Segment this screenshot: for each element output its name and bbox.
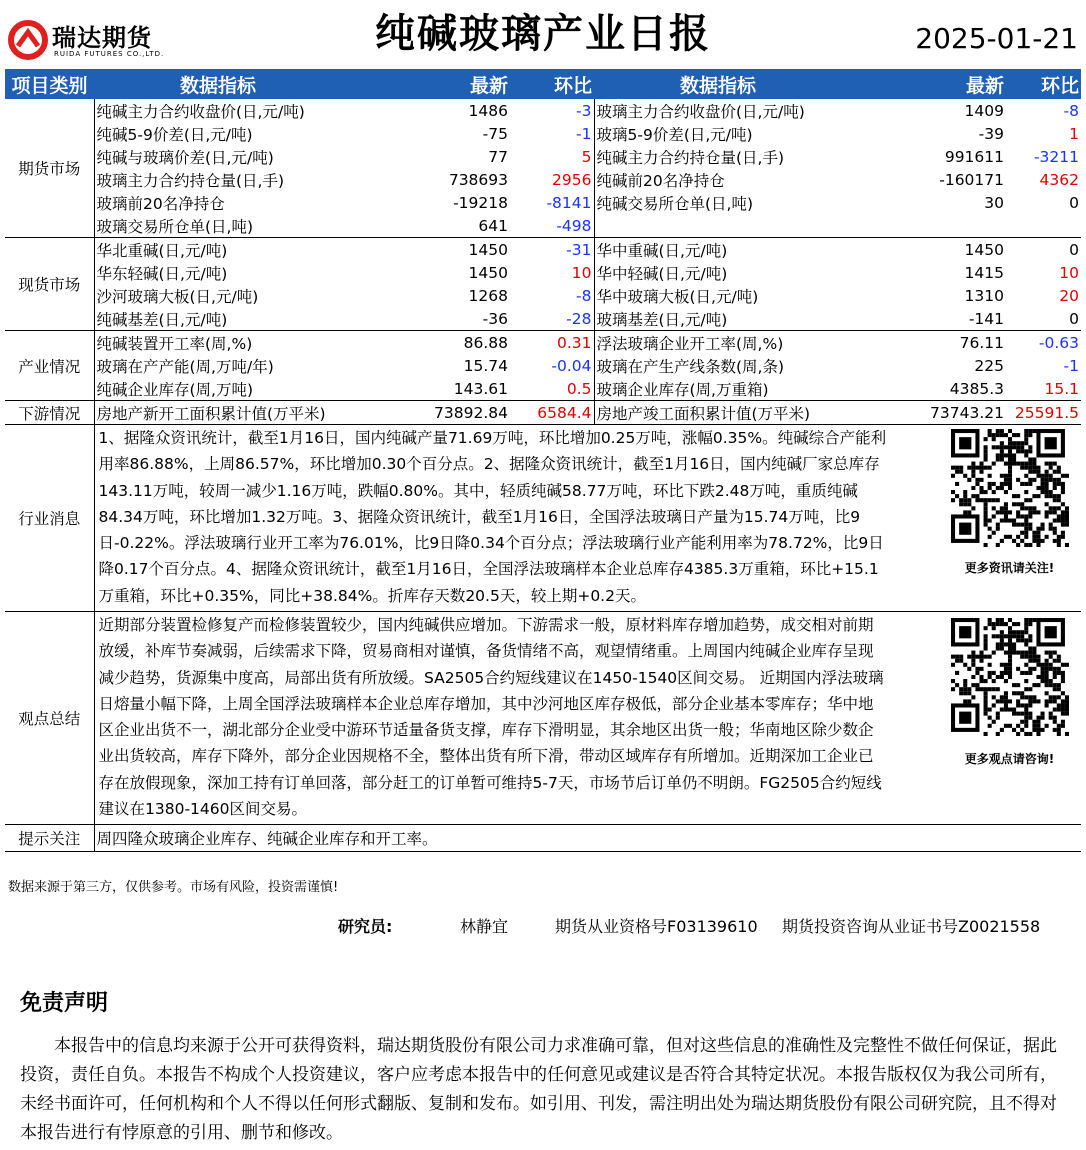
change-right (1006, 214, 1081, 238)
table-row (5, 168, 1081, 191)
table-row (5, 425, 1081, 612)
section-category: 提示关注 (5, 825, 94, 852)
table-row (5, 122, 1081, 145)
indicator-right: 华中玻璃大板(日,元/吨) (596, 287, 759, 306)
news-qr-code-icon (950, 429, 1070, 547)
change-right: 15.1 (1006, 377, 1081, 401)
header-change-left: 环比 (510, 69, 594, 99)
table-row (5, 354, 1081, 377)
researcher-advisory-license: 期货投资咨询从业证书号Z0021558 (782, 917, 1041, 936)
news-text: 1、据隆众资讯统计，截至1月16日，国内纯碱产量71.69万吨，环比增加0.25万吨，涨幅0.35%。纯碱综合产能利用率86.88%，上周86.57%，环比增加0.30个百分点。2、据隆众资讯统计，截至1月16日，国内纯碱厂家总库存143.11万吨，较周一减少1.16万吨，跌幅0.80%。其中，轻质纯碱58.77万吨，环比下跌2.48万吨，重质纯碱84.34万吨，环比增加1.32万吨。3、据隆众资讯统计，截至1月16日，全国浮法玻璃日产量为15.74万吨，比9日-0.22%。浮法玻璃行业开工率为76.01%，比9日降0.34个百分点；浮法玻璃行业产能利用率为78.72%，比9日降0.17个百分点。4、据隆众资讯统计，截至1月16日，全国浮法玻璃样本企业总库存4385.3万重箱，环比+15.1万重箱，环比+0.35%，同比+38.84%。折库存天数20.5天，较上期+0.2天。 (98, 429, 887, 605)
latest-left: -36 (342, 307, 510, 331)
indicator-right: 房地产竣工面积累计值(万平米) (594, 401, 842, 425)
change-left: 0.31 (510, 331, 594, 355)
table-row (5, 191, 1081, 214)
change-right: 0 (1069, 240, 1079, 259)
section-category: 观点总结 (5, 612, 94, 825)
view-qr-code-icon (950, 618, 1070, 736)
indicator-right: 华中轻碱(日,元/吨) (596, 264, 728, 283)
section-category: 下游情况 (5, 401, 94, 425)
latest-left: 1450 (468, 263, 508, 282)
latest-right: 4385.3 (842, 377, 1006, 401)
header-indicator-left: 数据指标 (94, 69, 342, 99)
report-date: 2025-01-21 (915, 22, 1078, 55)
change-left: 0.5 (510, 377, 594, 401)
indicator-left: 沙河玻璃大板(日,元/吨) (96, 287, 259, 306)
section-category: 期货市场 (5, 99, 94, 238)
view-text-cell (94, 612, 1081, 825)
header-latest-left: 最新 (342, 69, 510, 99)
change-left: 5 (510, 145, 594, 168)
disclaimer-title: 免责声明 (20, 991, 109, 1016)
table-row (5, 145, 1081, 168)
disclaimer-text: 本报告中的信息均来源于公开可获得资料，瑞达期货股份有限公司力求准确可靠，但对这些信息的准确性及完整性不做任何保证，据此投资，责任自负。本报告不构成个人投资建议，客户应考虑本报告中的任何意见或建议是否符合其特定状况。本报告版权仅为我公司所有，未经书面许可，任何机构和个人不得以任何形式翻版、复制和发布。如引用、刊发，需注明出处为瑞达期货股份有限公司研究院，且不得对本报告进行有悖原意的引用、删节和修改。 (20, 1036, 1057, 1143)
data-table (5, 69, 1081, 852)
change-right: 4362 (1039, 170, 1079, 189)
change-right: -8 (1063, 101, 1079, 120)
latest-left: 77 (488, 147, 508, 166)
change-left: 2956 (510, 168, 594, 191)
change-right: 20 (1059, 286, 1079, 305)
table-row (5, 238, 1081, 262)
change-right: 0 (1069, 193, 1079, 212)
latest-left: -19218 (453, 193, 508, 212)
latest-right (842, 214, 1006, 238)
latest-right: -39 (978, 124, 1004, 143)
indicator-right: 玻璃基差(日,元/吨) (594, 307, 842, 331)
table-row (5, 214, 1081, 238)
change-right: -0.63 (1038, 333, 1079, 352)
indicator-right: 浮法玻璃企业开工率(周,%) (596, 334, 784, 353)
indicator-left: 华北重碱(日,元/吨) (96, 241, 228, 260)
change-left: 6584.4 (510, 401, 594, 425)
latest-right: 30 (984, 193, 1004, 212)
change-right: -1 (1063, 356, 1079, 375)
latest-right: 1450 (964, 240, 1004, 259)
latest-left: 143.61 (342, 377, 510, 401)
table-row (5, 261, 1081, 284)
table-row (5, 401, 1081, 425)
indicator-right: 纯碱前20名净持仓 (596, 171, 725, 190)
latest-right: 1310 (964, 286, 1004, 305)
indicator-right: 华中重碱(日,元/吨) (596, 241, 728, 260)
change-right: 0 (1006, 307, 1081, 331)
latest-left: 86.88 (463, 333, 508, 352)
view-qr-code (950, 618, 1070, 736)
table-row (5, 331, 1081, 355)
brand-name-en: RUIDA FUTURES CO.,LTD. (54, 50, 165, 58)
change-left: -31 (510, 238, 594, 262)
indicator-right: 玻璃在产生产线条数(周,条) (596, 357, 785, 376)
change-right: 25591.5 (1006, 401, 1081, 425)
latest-left: 15.74 (463, 356, 508, 375)
header-category: 项目类别 (5, 69, 94, 99)
latest-right: 1415 (964, 263, 1004, 282)
brand-name-cn: 瑞达期货 (52, 24, 152, 52)
section-category: 产业情况 (5, 331, 94, 401)
header-indicator-right: 数据指标 (594, 69, 842, 99)
news-qr-code (950, 429, 1070, 547)
table-row (5, 307, 1081, 331)
table-row (5, 99, 1081, 122)
indicator-left: 纯碱与玻璃价差(日,元/吨) (96, 148, 274, 167)
header-change-right: 环比 (1006, 69, 1081, 99)
latest-right: -141 (842, 307, 1006, 331)
latest-right: 991611 (944, 147, 1004, 166)
view-qr-code-caption: 更多观点请咨询! (964, 752, 1055, 766)
table-row (5, 284, 1081, 307)
latest-right: 73743.21 (842, 401, 1006, 425)
indicator-right: 纯碱交易所仓单(日,吨) (596, 194, 754, 213)
change-right: -3211 (1033, 147, 1079, 166)
latest-left: 1450 (468, 240, 508, 259)
change-left: -3 (510, 99, 594, 122)
indicator-left: 华东轻碱(日,元/吨) (96, 264, 228, 283)
change-left: -8 (510, 284, 594, 307)
table-header-row (5, 69, 1081, 99)
change-right: 10 (1059, 263, 1079, 282)
change-left: -498 (510, 214, 594, 238)
change-left: -0.04 (510, 354, 594, 377)
latest-left: 1486 (468, 101, 508, 120)
indicator-left: 玻璃在产产能(周,万吨/年) (96, 357, 274, 376)
latest-right: 225 (974, 356, 1004, 375)
news-qr-code-caption: 更多资讯请关注! (964, 561, 1055, 575)
indicator-right (594, 214, 842, 238)
indicator-right: 玻璃主力合约收盘价(日,元/吨) (596, 102, 805, 121)
table-row (5, 612, 1081, 825)
latest-right: 1409 (964, 101, 1004, 120)
researcher-label: 研究员: (338, 917, 393, 936)
news-text-cell (94, 425, 1081, 612)
change-left: 10 (510, 261, 594, 284)
latest-right: -160171 (939, 170, 1004, 189)
indicator-left: 纯碱基差(日,元/吨) (94, 307, 342, 331)
indicator-right: 玻璃企业库存(周,万重箱) (594, 377, 842, 401)
indicator-left: 纯碱装置开工率(周,%) (96, 334, 253, 353)
indicator-left: 纯碱企业库存(周,万吨) (94, 377, 342, 401)
indicator-left: 玻璃交易所仓单(日,吨) (94, 214, 342, 238)
indicator-right: 纯碱主力合约持仓量(日,手) (596, 148, 785, 167)
table-row (5, 825, 1081, 852)
latest-left: 1268 (468, 286, 508, 305)
indicator-left: 房地产新开工面积累计值(万平米) (94, 401, 342, 425)
section-category: 行业消息 (5, 425, 94, 612)
tip-text: 周四隆众玻璃企业库存、纯碱企业库存和开工率。 (94, 825, 1081, 852)
indicator-left: 玻璃主力合约持仓量(日,手) (96, 171, 285, 190)
latest-right: 76.11 (959, 333, 1004, 352)
change-left: -28 (510, 307, 594, 331)
indicator-right: 玻璃5-9价差(日,元/吨) (596, 125, 753, 144)
change-right: 1 (1069, 124, 1079, 143)
view-text: 近期部分装置检修复产而检修装置较少，国内纯碱供应增加。下游需求一般，原材料库存增加趋势，成交相对前期放缓，补库节奏减弱，后续需求下降，贸易商相对谨慎，备货情绪不高，观望情绪重。上周国内纯碱企业库存呈现减少趋势，货源集中度高，局部出货有所放缓。SA2505合约短线建议在1450-1540区间交易。 近期国内浮法玻璃日熔量小幅下降，上周全国浮法玻璃样本企业总库存增加，其中沙河地区库存极低，部分企业基本零库存；华中地区企业出货不一，湖北部分企业受中游环节适量备货支撑，库存下滑明显，其余地区出货一般；华南地区除少数企业出货较高，库存下降外，部分企业因规格不全，整体出货有所下滑，带动区域库存有所增加。近期深加工企业已存在放假现象，深加工持有订单回落，部分赶工的订单暂可维持5-7天，市场节后订单仍不明朗。FG2505合约短线建议在1380-1460区间交易。 (98, 616, 884, 819)
researcher-name: 林静宜 (460, 917, 509, 936)
table-row (5, 377, 1081, 401)
indicator-left: 玻璃前20名净持仓 (96, 194, 225, 213)
indicator-left: 纯碱主力合约收盘价(日,元/吨) (96, 102, 305, 121)
footnote: 数据来源于第三方，仅供参考。市场有风险，投资需谨慎! (8, 880, 339, 895)
section-category: 现货市场 (5, 238, 94, 331)
report-header (0, 0, 1086, 68)
researcher-qualification: 期货从业资格号F03139610 (555, 917, 758, 936)
header-latest-right: 最新 (842, 69, 1006, 99)
latest-left: 738693 (448, 170, 508, 189)
change-left: -8141 (510, 191, 594, 214)
latest-left: 73892.84 (342, 401, 510, 425)
report-title: 纯碱玻璃产业日报 (375, 11, 711, 57)
latest-left: -75 (482, 124, 508, 143)
change-left: -1 (510, 122, 594, 145)
table-body (5, 99, 1081, 852)
indicator-left: 纯碱5-9价差(日,元/吨) (96, 125, 253, 144)
latest-left: 641 (342, 214, 510, 238)
